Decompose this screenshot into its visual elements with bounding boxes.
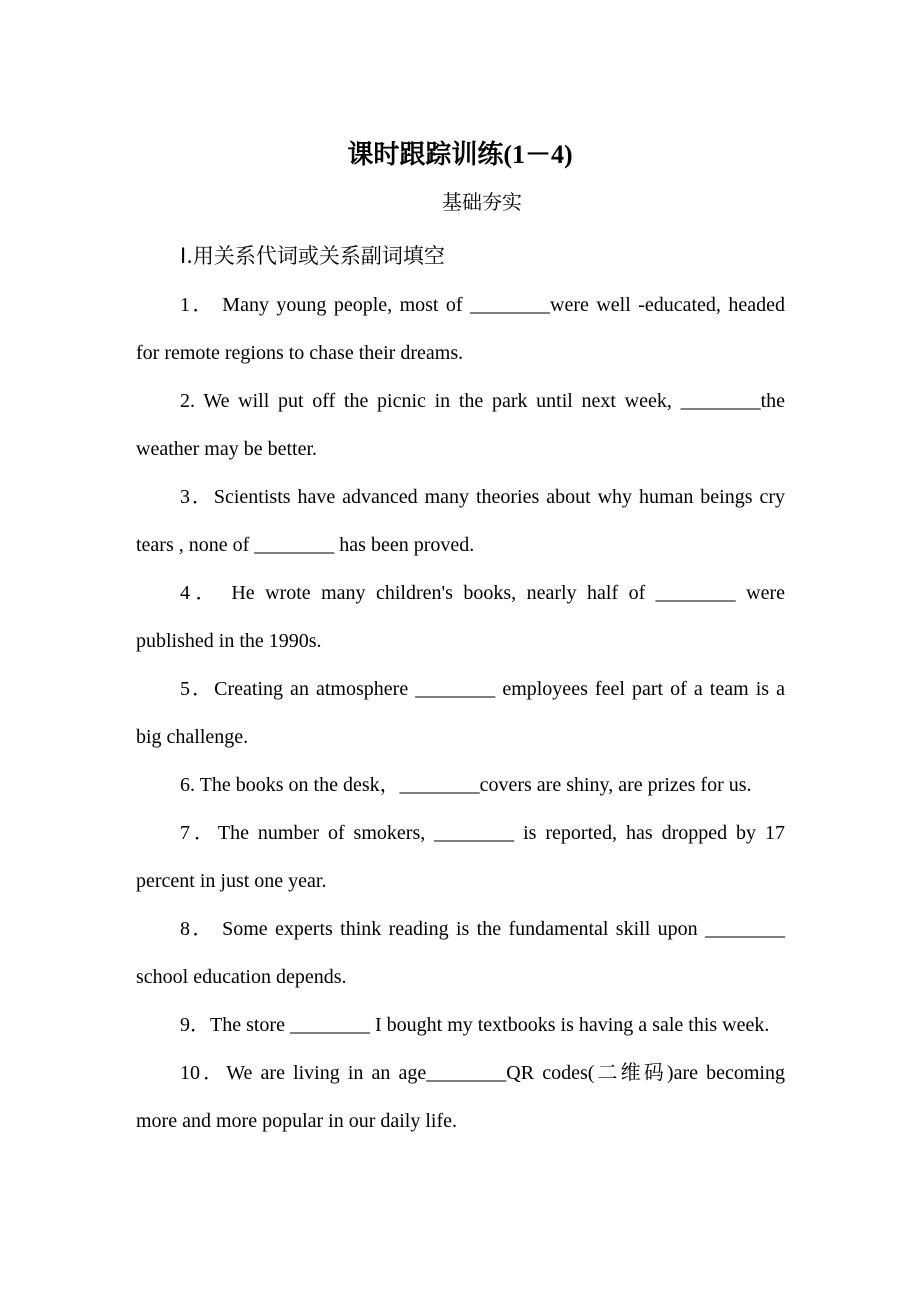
section-heading: Ⅰ.用关系代词或关系副词填空 <box>180 244 445 268</box>
exercise-item-6: 6. The books on the desk，________covers are shiny, are prizes for us. <box>180 774 752 796</box>
exercise-item-4: 4． He wrote many children's books, nearly half of ________ were published in the 1990s. <box>136 582 785 652</box>
exercise-item-9: 9．The store ________ I bought my textbooks is having a sale this week. <box>180 1014 770 1036</box>
page-title: 课时跟踪训练(1－4) <box>347 140 573 169</box>
exercise-item-10: 10．We are living in an age________QR codes(二维码)are becoming more and more popular in our daily life. <box>136 1062 785 1132</box>
exercise-item-2: 2. We will put off the picnic in the park until next week, ________the weather may be better. <box>136 390 785 460</box>
exercise-list <box>136 281 785 1145</box>
exercise-item-7: 7．The number of smokers, ________ is reported, has dropped by 17 percent in just one year. <box>136 822 785 892</box>
exercise-item-1: 1． Many young people, most of ________were well -educated, headed for remote regions to chase their dreams. <box>136 294 785 364</box>
subtitle: 基础夯实 <box>442 192 522 214</box>
exercise-item-5: 5．Creating an atmosphere ________ employees feel part of a team is a big challenge. <box>136 678 785 748</box>
exercise-item-8: 8． Some experts think reading is the fundamental skill upon ________ school education depends. <box>136 918 785 988</box>
exercise-item-3: 3．Scientists have advanced many theories about why human beings cry tears , none of ________ has been proved. <box>136 486 785 556</box>
